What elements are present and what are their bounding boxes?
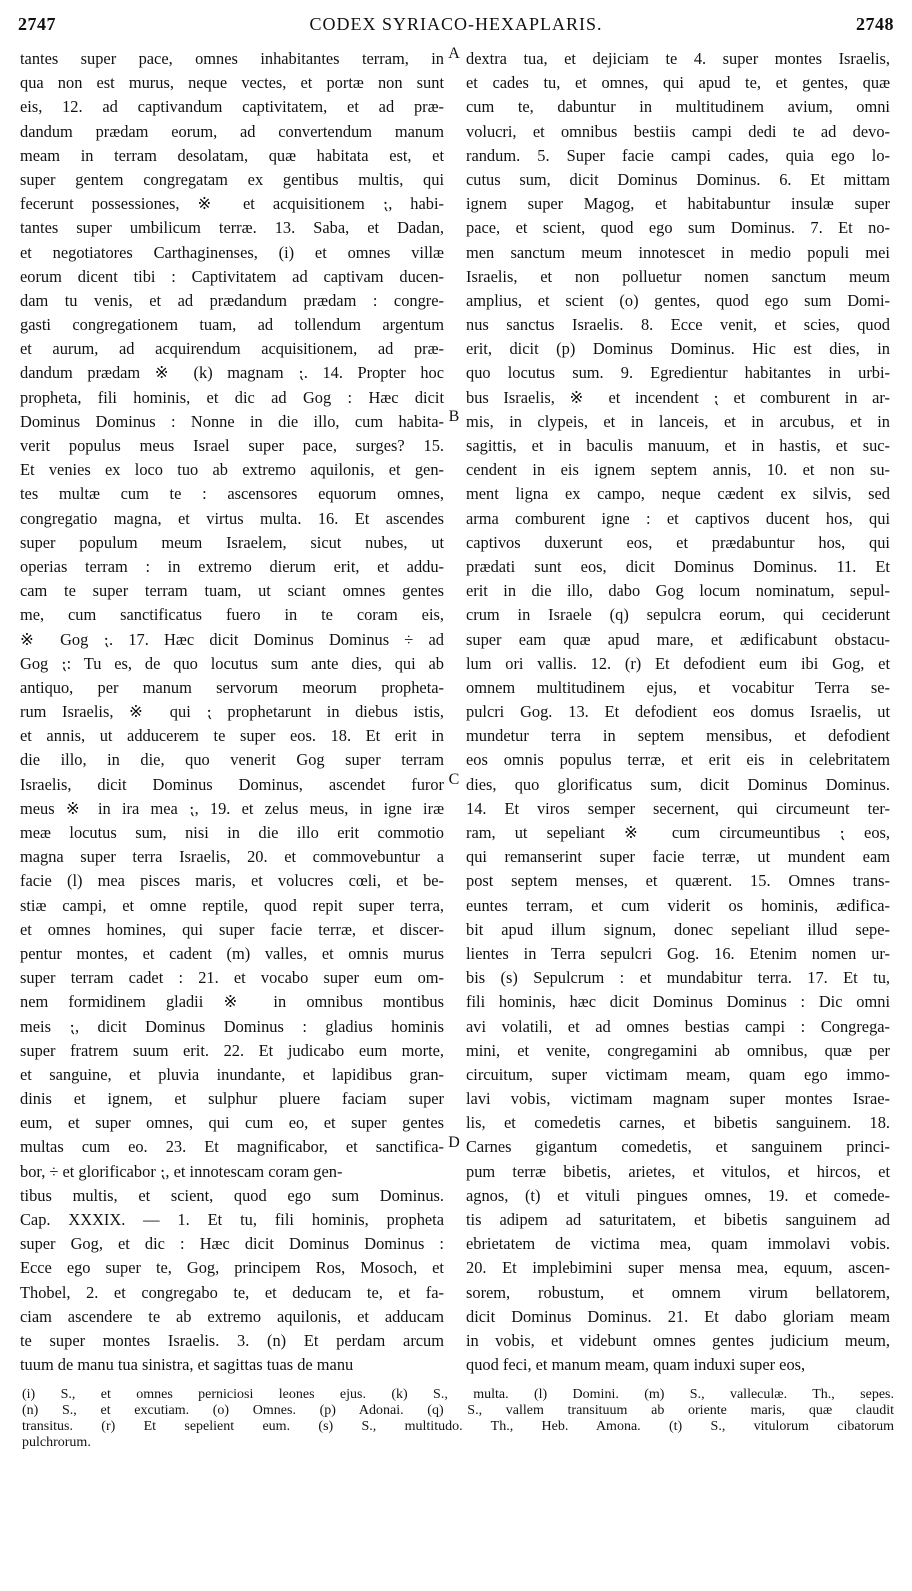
text-line: verit populus meus Israel super pace, surges? 15. <box>20 436 444 455</box>
margin-letter-b: B <box>448 408 460 425</box>
text-line: stiæ campi, et omne reptile, quod repit super terra, <box>20 895 444 915</box>
text-line: gasti congregationem tuam, ad tollendum argentum <box>20 315 444 335</box>
text-line: dies, quo glorificatus sum, dicit Dominus Dominus. <box>466 774 890 794</box>
text-line: quod feci, et manum meam, quam induxi super eos, <box>466 1355 806 1375</box>
text-line: dextra tua, et dejiciam te 4. super montes Israelis, <box>466 49 890 68</box>
text-line: lum ori vallis. 12. (r) Et defodient eum ibi Gog, et <box>466 653 890 673</box>
text-line: tes multæ cum te : ascensores equorum omnes, <box>20 484 444 504</box>
text-line: et negotiatores Carthaginenses, (i) et omnes villæ <box>20 242 444 262</box>
text-line: et cades tu, et omnes, qui apud te, et gentes, quæ <box>466 73 890 93</box>
running-header <box>18 14 894 40</box>
text-line: multas cum eo. 23. Et magnificabor, et sanctifica- <box>20 1137 444 1157</box>
margin-letter-c: C <box>448 771 460 788</box>
text-line: qui remanserint super facie terræ, ut mundent eam <box>466 847 890 867</box>
text-line: eum, et super omnes, qui cum eo, et super gentes <box>20 1113 444 1133</box>
text-line: super eam quæ apud mare, et ædificabunt obstacu- <box>466 629 890 649</box>
text-line: meis ⁏, dicit Dominus Dominus : gladius hominis <box>20 1016 444 1036</box>
text-line: cutus sum, dicit Dominus Dominus. 6. Et mittam <box>466 169 890 189</box>
text-line: super Gog, et dic : Hæc dicit Dominus Dominus : <box>20 1234 444 1254</box>
text-line: ment ligna ex campo, neque cædent ex silvis, sed <box>466 484 890 504</box>
text-line: tuum de manu tua sinistra, et sagittas tuas de manu <box>20 1355 354 1375</box>
text-line: Thobel, 2. et congregabo te, et deducam te, et fa- <box>20 1282 444 1302</box>
text-line: pentur montes, et cadent (m) valles, et omnis murus <box>20 943 444 963</box>
text-line: facie (l) mea pisces maris, et volucres cœli, et be- <box>20 871 444 891</box>
text-line: nem formidinem gladii ※ in omnibus montibus <box>20 992 444 1012</box>
text-line: propheta, fili hominis, et dic ad Gog : Hæc dicit <box>20 387 444 407</box>
text-line: lientes in Terra sepulcri Gog. 16. Etenim nomen ur- <box>466 943 890 963</box>
running-title: CODEX SYRIACO-HEXAPLARIS. <box>309 14 603 34</box>
text-line: bis (s) Sepulcrum : et mundabitur terra. 17. Et tu, <box>466 968 890 988</box>
text-line: dicit Dominus Dominus. 21. Et dabo gloriam meam <box>466 1306 890 1326</box>
text-line: congregatio magna, et virtus multa. 16. Et ascendes <box>20 508 444 528</box>
text-line: randum. 5. Super facie campi cades, quia ego lo- <box>466 145 890 165</box>
page-number-left: 2747 <box>18 14 56 34</box>
text-line: cendent in eis ignem septem annis, 10. et non su- <box>466 460 890 480</box>
text-line: crum in Israele (q) sepulcra eorum, qui ceciderunt <box>466 605 890 625</box>
text-line: quo locutus sum. 9. Egredientur habitantes in urbi- <box>466 363 890 383</box>
text-line: Cap. XXXIX. — 1. Et tu, fili hominis, propheta <box>20 1210 444 1229</box>
footnote-line: pulchrorum. <box>22 1435 91 1450</box>
text-line: dandum prædam eorum, ad convertendum manum <box>20 121 444 141</box>
text-line: me, cum sanctificatus fuero in te coram eis, <box>20 605 444 625</box>
text-line: prædati sunt eos, dicit Dominus Dominus. 11. Et <box>466 556 890 576</box>
text-line: in vobis, et videbunt omnes gentes judicium meum, <box>466 1330 890 1350</box>
text-line: euntes terram, et cum viderit os hominis, ædifica- <box>466 895 890 915</box>
text-line: Israelis, dicit Dominus Dominus, ascendet furor <box>20 774 444 794</box>
text-line: erit in die illo, dabo Gog locum nominatum, sepul- <box>466 581 890 601</box>
text-line: mis, in clypeis, et in lanceis, et in arcubus, et in <box>466 411 890 431</box>
text-line: mundetur terra in septem mensibus, et defodient <box>466 726 890 746</box>
text-line: super terram cadet : 21. et vocabo super eum om- <box>20 968 444 988</box>
text-line: et annis, ut adducerem te super eos. 18. Et erit in <box>20 726 444 746</box>
text-line: operias terram : in extremo dierum erit, et addu- <box>20 556 444 576</box>
text-line: captivos duxerunt eos, et prædabuntur hos, qui <box>466 532 890 552</box>
text-line: bit apud illum signum, donec sepeliant illud sepe- <box>466 919 890 939</box>
text-line: sorem, robustum, et omnem virum bellatorem, <box>466 1282 890 1302</box>
text-line: super fratrem suum erit. 22. Et judicabo eum morte, <box>20 1040 444 1060</box>
footnotes <box>22 1387 894 1451</box>
text-line: Israelis, et non polluetur nomen sanctum meum <box>466 266 890 286</box>
text-line: pace, et scient, quod ego sum Dominus. 7. Et no- <box>466 218 890 238</box>
text-line: ram, ut sepeliant ※ cum circumeuntibus ⁏ eos, <box>466 823 890 842</box>
margin-letter-a: A <box>448 45 460 62</box>
text-line: fili hominis, hæc dicit Dominus Dominus : Dic omni <box>466 992 890 1012</box>
text-line: eos omnis populus terræ, et erit eis in celebritatem <box>466 750 890 770</box>
text-line: ignem super Magog, et habitabuntur insulæ super <box>466 194 890 214</box>
text-line: Carnes gigantum comedetis, et sanguinem princi- <box>466 1137 890 1157</box>
text-line: dandum prædam ※ (k) magnam ⁏. 14. Propter hoc <box>20 363 444 383</box>
text-line: nus sanctus Israelis. 8. Ecce venit, et scies, quod <box>466 315 890 335</box>
text-line: cam te super terram tuam, ut sciant omnes gentes <box>20 581 444 601</box>
text-line: post septem menses, et quærent. 15. Omnes trans- <box>466 871 890 891</box>
text-line: tantes super umbilicum terræ. 13. Saba, et Dadan, <box>20 218 444 238</box>
text-line: die illo, in die, quo venerit Gog super terram <box>20 750 444 770</box>
text-line: et aurum, ad acquirendum acquisitionem, ad præ- <box>20 339 444 359</box>
text-line: agnos, (t) et vituli pingues omnes, 19. et comede- <box>466 1185 890 1205</box>
text-line: et omnes homines, qui super facie terræ, et discer- <box>20 919 444 939</box>
text-line: arma comburent igne : et captivos ducent hos, qui <box>466 508 890 528</box>
text-line: Et venies ex loco tuo ab extremo aquilonis, et gen- <box>20 460 444 480</box>
text-line: tantes super pace, omnes inhabitantes terram, in <box>20 49 444 68</box>
footnote-line: (i) S., et omnes perniciosi leones ejus. (k) S., multa. (l) Domini. (m) S., valleculæ. Th., sepes. <box>22 1387 894 1402</box>
text-line: dinis et ignem, et sulphur pluere faciam super <box>20 1089 444 1109</box>
text-line: et sanguine, et pluvia inundante, et lapidibus gran- <box>20 1064 444 1084</box>
text-line: pulcri Gog. 13. Et defodient eos domus Israelis, ut <box>466 702 890 722</box>
text-line: Ecce ego super te, Gog, principem Ros, Mosoch, et <box>20 1258 444 1278</box>
text-line: bor, ÷ et glorificabor ⁏, et innotescam coram gen- <box>20 1161 343 1181</box>
text-line: tibus multis, et scient, quod ego sum Dominus. <box>20 1185 444 1205</box>
text-line: ※ Gog ⁏. 17. Hæc dicit Dominus Dominus ÷ ad <box>20 629 444 649</box>
footnote-line: transitus. (r) Et sepelient eum. (s) S., multitudo. Th., Heb. Amona. (t) S., vitulorum cibatorum <box>22 1419 894 1434</box>
text-line: qua non est murus, neque vectes, et portæ non sunt <box>20 73 444 93</box>
text-line: meam in terram desolatam, quæ habitata est, et <box>20 145 444 165</box>
text-line: super gentem congregatam ex gentibus multis, qui <box>20 169 444 189</box>
text-line: pum terræ bibetis, arietes, et vitulos, et hircos, et <box>466 1161 890 1181</box>
text-line: eis, 12. ad captivandum captivitatem, et ad præ- <box>20 97 444 117</box>
text-line: super populum meum Israelem, sicut nubes, ut <box>20 532 444 552</box>
page-number-right: 2748 <box>856 14 894 34</box>
text-line: bus Israelis, ※ et incendent ⁏ et comburent in ar- <box>466 387 890 407</box>
footnote-line: (n) S., et excutiam. (o) Omnes. (p) Adonai. (q) S., vallem transituum ab oriente maris, quæ claudit <box>22 1403 894 1418</box>
text-line: amplius, et scient (o) gentes, quod ego sum Domi- <box>466 290 890 310</box>
text-line: ebrietatem de victima mea, quam immolavi vobis. <box>466 1234 890 1254</box>
left-column <box>20 47 444 1377</box>
text-line: magna super terra Israelis, 20. et commovebuntur a <box>20 847 444 867</box>
right-column <box>466 47 890 1377</box>
text-line: mini, et venite, congregamini ab omnibus, quæ per <box>466 1040 890 1060</box>
text-line: Dominus Dominus : Nonne in die illo, cum habita- <box>20 411 444 431</box>
text-line: erit, dicit (p) Dominus Dominus. Hic est dies, in <box>466 339 890 359</box>
text-line: circuitum, super victimam meam, quam ego immo- <box>466 1064 890 1084</box>
text-line: omnem multitudinem ejus, et vocabitur Terra se- <box>466 677 890 697</box>
text-line: 20. Et implebimini super mensa mea, equum, ascen- <box>466 1258 890 1278</box>
text-line: fecerunt possessiones, ※ et acquisitionem ⁏, habi- <box>20 194 444 214</box>
text-line: cum te, dabuntur in multitudinem avium, omni <box>466 97 890 117</box>
text-line: lis, et comedetis carnes, et bibetis sanguinem. 18. <box>466 1113 890 1133</box>
text-line: sagittis, et in baculis manuum, et in hastis, et suc- <box>466 436 890 455</box>
margin-letter-d: D <box>448 1134 460 1151</box>
text-line: lavi vobis, victimam magnam super montes Israe- <box>466 1089 890 1109</box>
text-line: 14. Et viros semper secernent, qui circumeunt ter- <box>466 798 890 818</box>
text-line: volucri, et omnibus bestiis campi dedi te ad devo- <box>466 121 890 141</box>
text-line: te super montes Israelis. 3. (n) Et perdam arcum <box>20 1330 444 1350</box>
text-line: rum Israelis, ※ qui ⁏ prophetarunt in diebus istis, <box>20 702 444 722</box>
text-line: antiquo, per manum servorum meorum propheta- <box>20 677 444 697</box>
text-line: men sanctum meum innotescet in medio populi mei <box>466 242 890 262</box>
text-line: meæ locutus sum, nisi in die illo erit commotio <box>20 823 444 842</box>
text-line: avi volatili, et ad omnes bestias campi : Congrega- <box>466 1016 890 1036</box>
text-line: dam tu venis, et ad prædandum prædam : congre- <box>20 290 444 310</box>
text-line: ciam ascendere te ab extremo aquilonis, et adducam <box>20 1306 444 1326</box>
text-line: tis adipem ad saturitatem, et bibetis sanguinem ad <box>466 1210 890 1229</box>
text-line: Gog ⁏: Tu es, de quo locutus sum ante dies, qui ab <box>20 653 444 673</box>
text-line: eorum dicent tibi : Captivitatem ad captivam ducen- <box>20 266 444 286</box>
text-line: meus ※ in ira mea ⁏, 19. et zelus meus, in igne iræ <box>20 798 444 818</box>
